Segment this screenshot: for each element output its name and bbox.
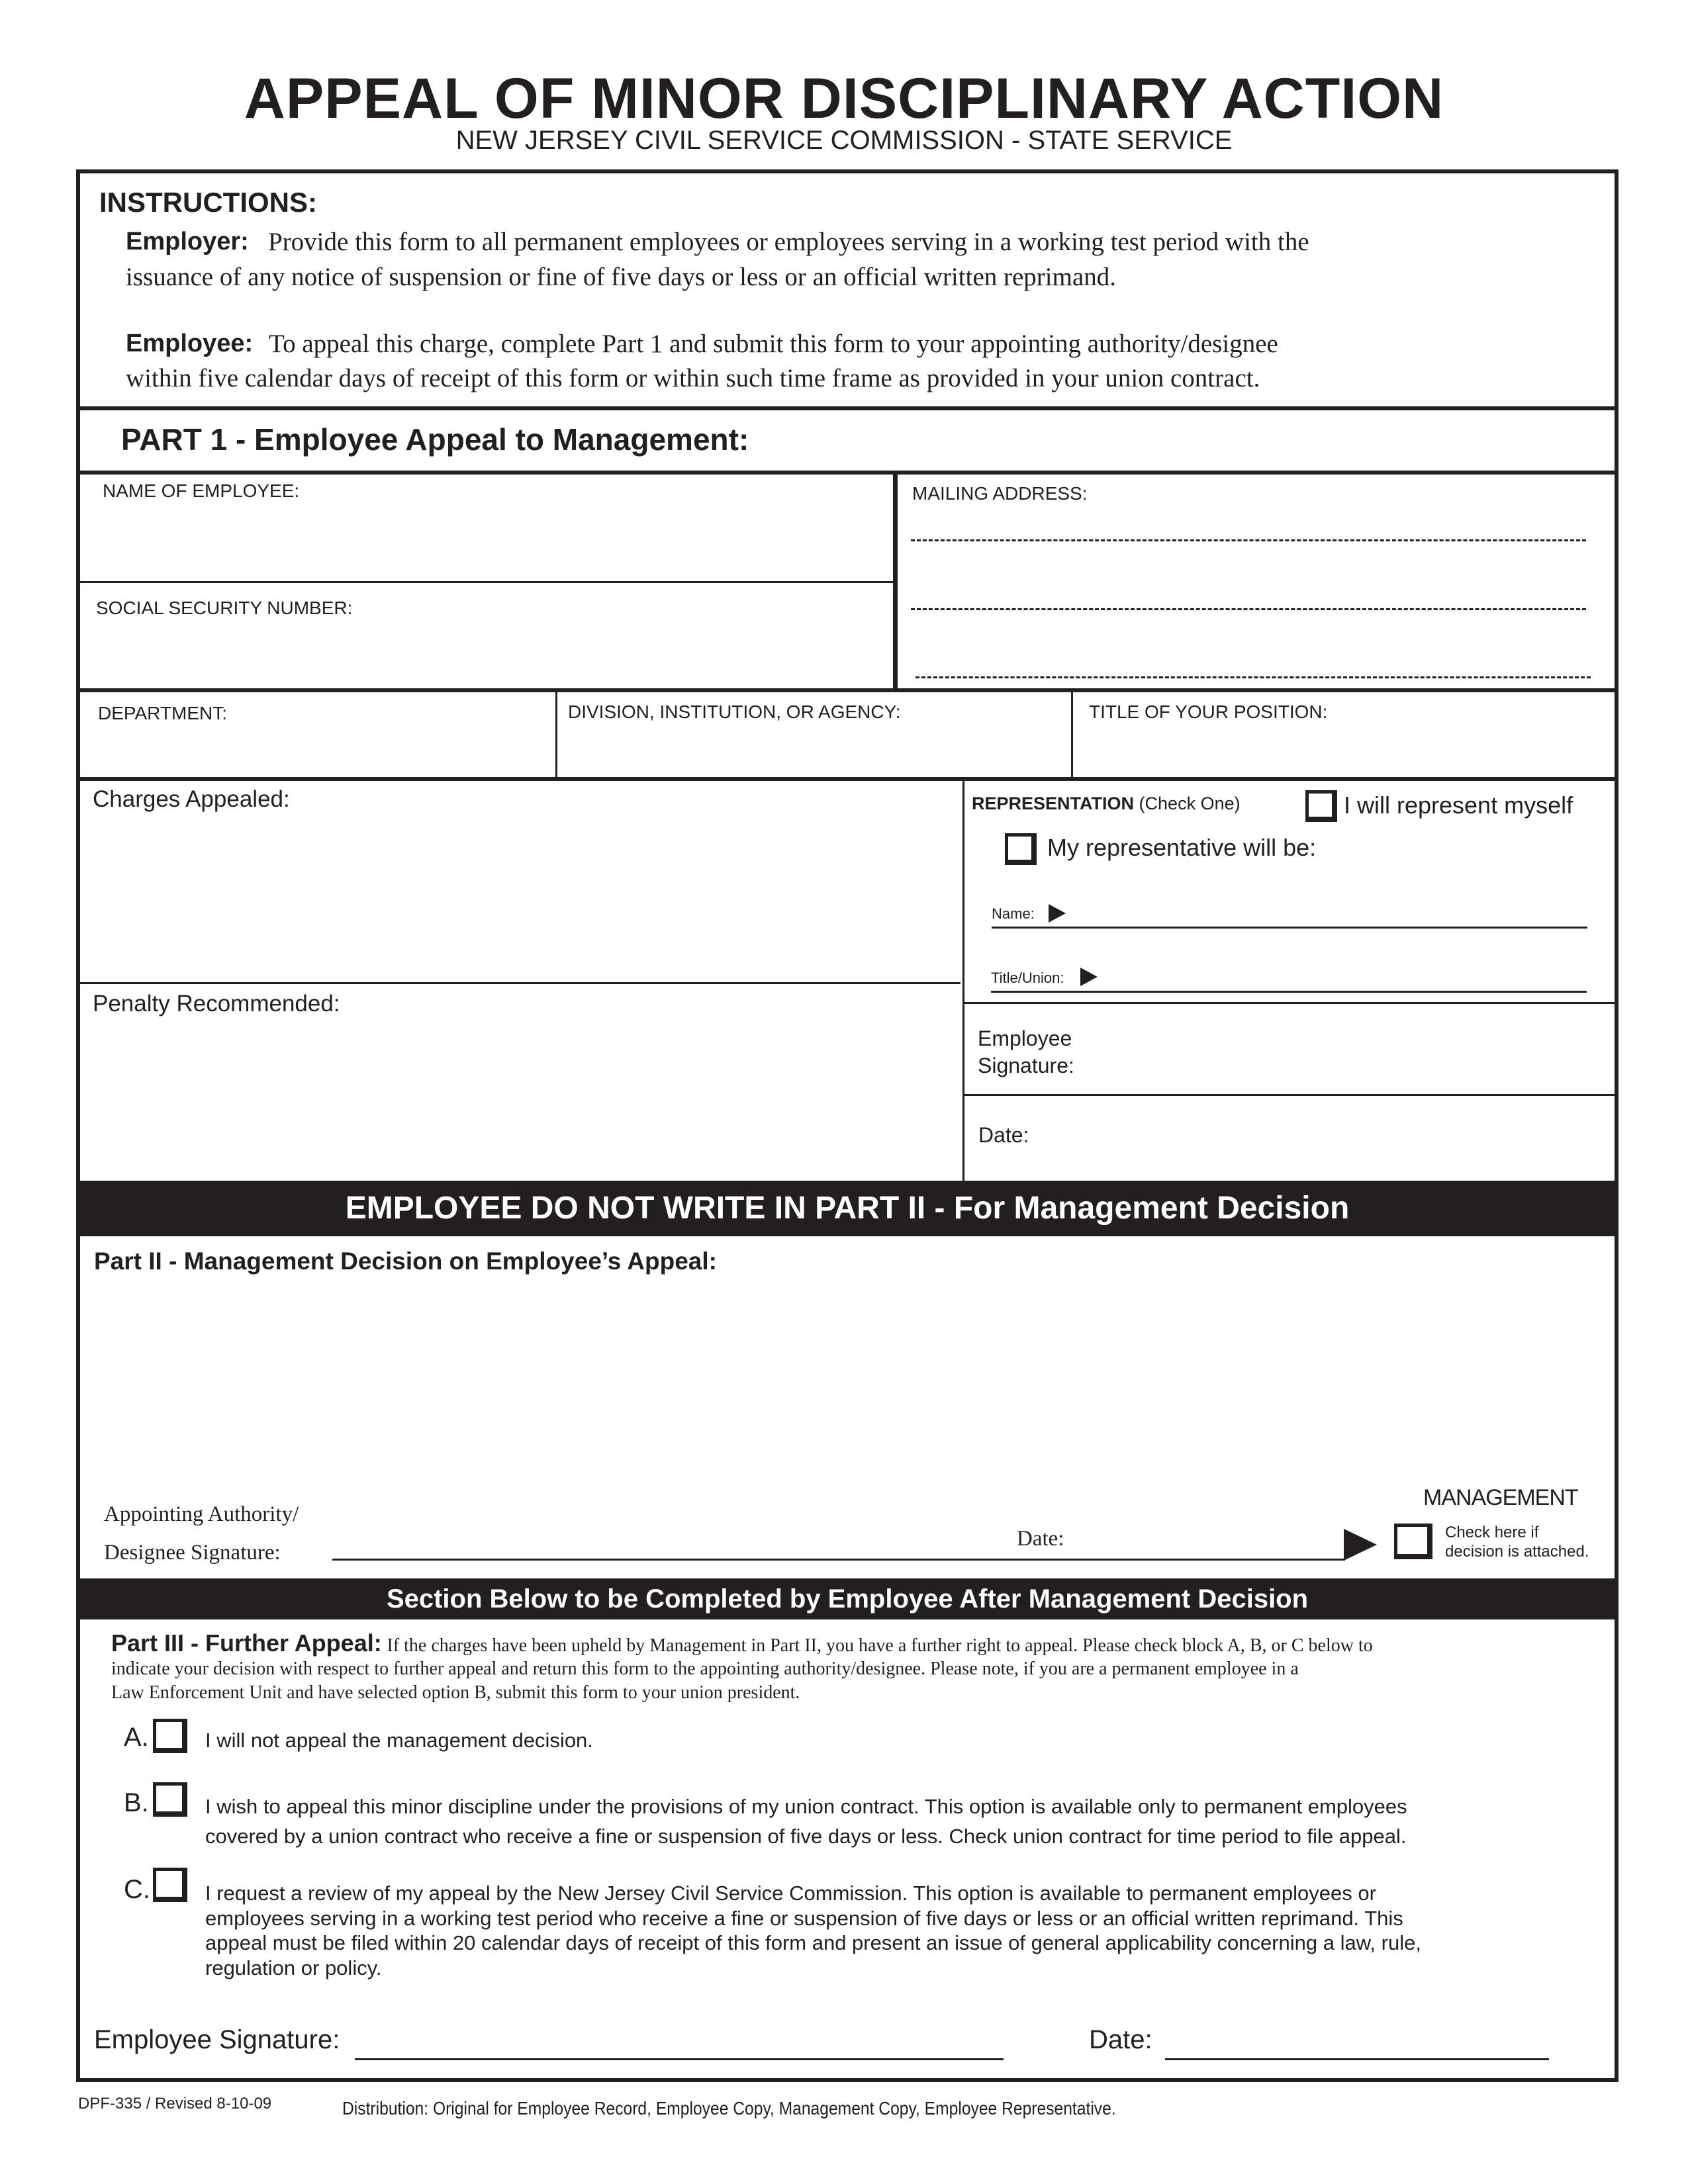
part3-signature-line[interactable] bbox=[355, 2058, 1004, 2060]
option-a-text: I will not appeal the management decision. bbox=[205, 1729, 593, 1752]
represent-self-checkbox[interactable] bbox=[1305, 790, 1337, 822]
part3-signature-label: Employee Signature: bbox=[94, 2025, 340, 2054]
employer-text-2: issuance of any notice of suspension or fine of five days or less or an official written reprimand. bbox=[126, 263, 1117, 291]
representative-label: My representative will be: bbox=[1047, 834, 1317, 861]
divider bbox=[76, 688, 1618, 692]
rep-title-union-line[interactable] bbox=[991, 991, 1587, 993]
part1-date-field[interactable] bbox=[1046, 1105, 1609, 1175]
arrow-right-icon bbox=[1080, 968, 1098, 986]
part3-date-line[interactable] bbox=[1165, 2058, 1549, 2060]
employee-label: Employee: bbox=[126, 330, 254, 357]
form-id: DPF-335 / Revised 8-10-09 bbox=[78, 2095, 272, 2113]
section-bar: Section Below to be Completed by Employee After Management Decision bbox=[78, 1578, 1617, 1619]
part3-intro-line-1 bbox=[111, 1629, 1373, 1657]
part3-intro-line-2: indicate your decision with respect to further appeal and return this form to the appointing authority/designee. Please note, if you are a permanent employee in a bbox=[111, 1659, 1299, 1679]
option-b-text-2: covered by a union contract who receive a fine or suspension of five days or less. Check union contract for time period to file appeal. bbox=[205, 1825, 1407, 1848]
management-decision-field[interactable] bbox=[80, 1284, 1615, 1482]
divider bbox=[962, 1094, 1615, 1096]
title-of-position-field[interactable] bbox=[1075, 725, 1611, 774]
mailing-address-line-1[interactable] bbox=[911, 539, 1586, 541]
option-b-letter: B. bbox=[124, 1788, 149, 1817]
charges-appealed-label: Charges Appealed: bbox=[93, 786, 290, 812]
charges-appealed-field[interactable] bbox=[80, 817, 961, 981]
employer-text-1: Provide this form to all permanent employees or employees serving in a working test period with the bbox=[268, 228, 1309, 256]
part3-intro-line-3: Law Enforcement Unit and have selected option B, submit this form to your union president. bbox=[111, 1682, 800, 1703]
page-title: APPEAL OF MINOR DISCIPLINARY ACTION bbox=[244, 67, 1444, 130]
mailing-address-line-3[interactable] bbox=[915, 676, 1591, 678]
part2-date-label: Date: bbox=[1017, 1527, 1064, 1551]
divider bbox=[555, 692, 557, 778]
management-bar: EMPLOYEE DO NOT WRITE IN PART II - For Management Decision bbox=[78, 1181, 1617, 1236]
representative-checkbox[interactable] bbox=[1005, 833, 1037, 865]
mailing-address-label: MAILING ADDRESS: bbox=[912, 483, 1088, 504]
mailing-address-line-2[interactable] bbox=[911, 608, 1586, 610]
designee-signature-line[interactable] bbox=[332, 1559, 1345, 1561]
divider bbox=[962, 781, 964, 1181]
option-c-letter: C. bbox=[124, 1875, 150, 1904]
employee-signature-field[interactable] bbox=[1099, 1019, 1609, 1085]
employee-signature-label-1: Employee bbox=[978, 1026, 1072, 1050]
ssn-label: SOCIAL SECURITY NUMBER: bbox=[96, 598, 353, 618]
part3-intro-text-1: If the charges have been upheld by Management in Part II, you have a further right to appeal. Please check block A, B, or C below to bbox=[387, 1635, 1373, 1656]
divider bbox=[76, 406, 1618, 410]
title-of-position-label: TITLE OF YOUR POSITION: bbox=[1089, 702, 1328, 722]
check-one-hint: (Check One) bbox=[1139, 794, 1241, 813]
part1-date-label: Date: bbox=[978, 1123, 1029, 1147]
part3-heading: Part III - Further Appeal: bbox=[111, 1629, 382, 1657]
divider bbox=[80, 581, 894, 583]
option-a-checkbox[interactable] bbox=[153, 1719, 187, 1753]
rep-title-union-label: Title/Union: bbox=[991, 970, 1064, 986]
option-c-text-3: appeal must be filed within 20 calendar days of receipt of this form and present an issue of general applicability concerning a law, rule, bbox=[205, 1931, 1421, 1954]
representation-heading: REPRESENTATION bbox=[972, 794, 1135, 813]
option-b-checkbox[interactable] bbox=[153, 1782, 187, 1817]
option-c-checkbox[interactable] bbox=[153, 1868, 187, 1902]
name-of-employee-label: NAME OF EMPLOYEE: bbox=[103, 480, 300, 501]
check-here-label-1: Check here if bbox=[1445, 1524, 1539, 1541]
option-c-text-4: regulation or policy. bbox=[205, 1956, 382, 1979]
instructions-heading: INSTRUCTIONS: bbox=[99, 187, 317, 218]
part2-heading: Part II - Management Decision on Employee’s Appeal: bbox=[94, 1248, 717, 1275]
option-b-text-1: I wish to appeal this minor discipline under the provisions of my union contract. This option is available only to permanent employees bbox=[205, 1795, 1407, 1818]
employee-text-2: within five calendar days of receipt of this form or within such time frame as provided in your union contract. bbox=[126, 364, 1260, 392]
employee-text-1: To appeal this charge, complete Part 1 and submit this form to your appointing authority/designee bbox=[269, 330, 1278, 358]
employer-label: Employer: bbox=[126, 228, 249, 255]
arrow-right-icon bbox=[1049, 904, 1066, 923]
management-label: MANAGEMENT bbox=[1423, 1485, 1578, 1510]
option-c-text-1: I request a review of my appeal by the New Jersey Civil Service Commission. This option is available to permanent employees or bbox=[205, 1882, 1376, 1905]
division-label: DIVISION, INSTITUTION, OR AGENCY: bbox=[568, 702, 901, 722]
part1-heading: PART 1 - Employee Appeal to Management: bbox=[121, 422, 749, 457]
representation-label bbox=[972, 794, 1241, 814]
employee-signature-label-2: Signature: bbox=[978, 1054, 1074, 1077]
name-of-employee-field[interactable] bbox=[80, 503, 894, 582]
divider bbox=[76, 471, 1618, 475]
penalty-recommended-field[interactable] bbox=[80, 1023, 961, 1178]
department-field[interactable] bbox=[80, 725, 553, 774]
part3-date-label: Date: bbox=[1089, 2025, 1152, 2054]
check-here-label-2: decision is attached. bbox=[1445, 1543, 1589, 1561]
ssn-field[interactable] bbox=[80, 622, 894, 688]
divider bbox=[893, 475, 898, 691]
distribution-note: Distribution: Original for Employee Record, Employee Copy, Management Copy, Employee Representative. bbox=[342, 2098, 1116, 2118]
represent-self-label: I will represent myself bbox=[1344, 792, 1573, 819]
divider bbox=[1071, 692, 1073, 778]
option-a-letter: A. bbox=[124, 1723, 149, 1752]
rep-name-line[interactable] bbox=[992, 927, 1587, 929]
divider bbox=[80, 982, 961, 984]
arrow-right-icon bbox=[1344, 1529, 1377, 1561]
appointing-authority-label-1: Appointing Authority/ bbox=[104, 1502, 299, 1526]
rep-name-label: Name: bbox=[992, 905, 1035, 922]
department-label: DEPARTMENT: bbox=[98, 703, 227, 723]
penalty-recommended-label: Penalty Recommended: bbox=[93, 991, 340, 1017]
divider bbox=[76, 777, 1618, 781]
divider bbox=[962, 1002, 1615, 1004]
decision-attached-checkbox[interactable] bbox=[1394, 1524, 1432, 1559]
division-field[interactable] bbox=[559, 725, 1069, 774]
page-subtitle: NEW JERSEY CIVIL SERVICE COMMISSION - STATE SERVICE bbox=[455, 126, 1233, 155]
option-c-text-2: employees serving in a working test period who receive a fine or suspension of five days or less or an official written reprimand. This bbox=[205, 1907, 1403, 1930]
appointing-authority-label-2: Designee Signature: bbox=[104, 1541, 281, 1565]
